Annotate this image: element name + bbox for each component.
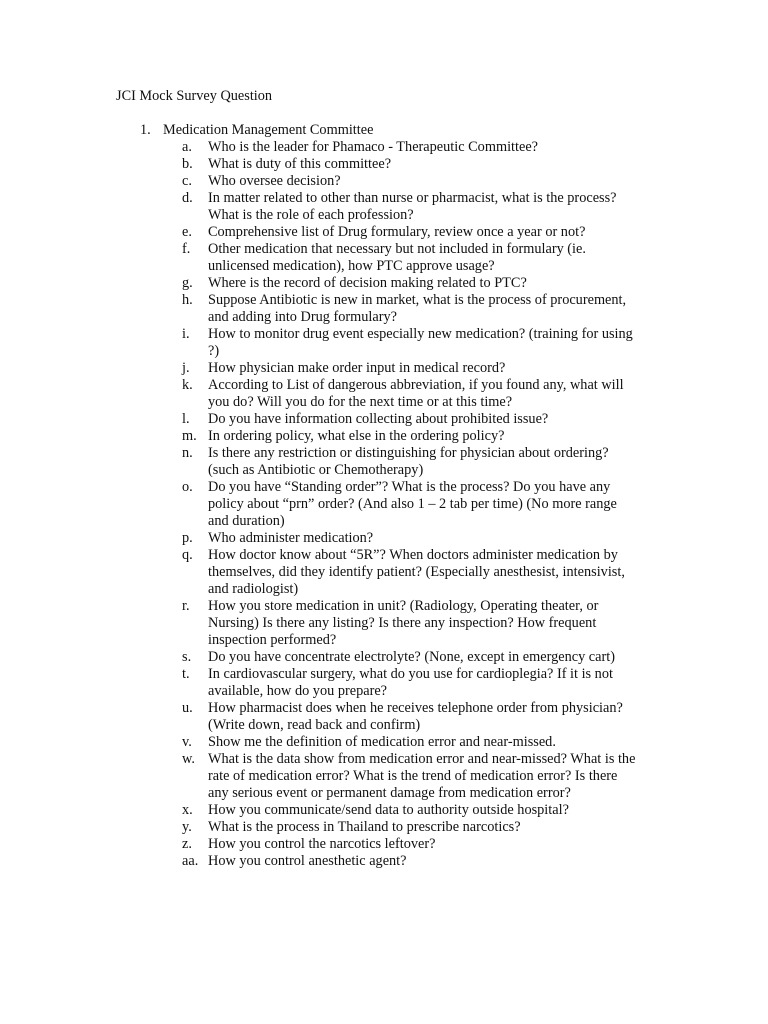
question-label: y.: [182, 819, 192, 835]
question-label-cell: [140, 819, 208, 836]
question-text: How to monitor drug event especially new medication? (training for using ?): [208, 326, 633, 359]
question-label: o.: [182, 479, 193, 495]
question-label: l.: [182, 411, 190, 427]
question-label-cell: [140, 836, 208, 853]
question-item: [140, 156, 660, 173]
question-text: Do you have concentrate electrolyte? (None, except in emergency cart): [208, 649, 615, 665]
question-label-cell: [140, 598, 208, 615]
question-label-cell: [140, 173, 208, 190]
question-label: a.: [182, 139, 192, 155]
question-item: [140, 853, 660, 870]
question-text: Who administer medication?: [208, 530, 374, 546]
question-label-cell: [140, 326, 208, 343]
question-item: [140, 479, 660, 530]
question-text: Where is the record of decision making related to PTC?: [208, 275, 527, 291]
question-label: s.: [182, 649, 192, 665]
question-label-cell: [140, 802, 208, 819]
question-label-cell: [140, 292, 208, 309]
question-label: z.: [182, 836, 192, 852]
question-label: g.: [182, 275, 193, 291]
question-item: [140, 428, 660, 445]
question-text: How you control the narcotics leftover?: [208, 836, 436, 852]
question-label-cell: [140, 479, 208, 496]
question-item: [140, 445, 660, 479]
question-item: [140, 666, 660, 700]
question-text: What is the data show from medication error and near-missed? What is the rate of medication error? What is the trend of medication error? Is there any serious event or permanent damage from medication error?: [208, 751, 636, 801]
question-text: How you communicate/send data to authority outside hospital?: [208, 802, 569, 818]
question-item: [140, 326, 660, 360]
question-item: [140, 360, 660, 377]
question-text: Comprehensive list of Drug formulary, review once a year or not?: [208, 224, 586, 240]
question-label: t.: [182, 666, 190, 682]
question-text: Show me the definition of medication error and near-missed.: [208, 734, 556, 750]
question-label-cell: [140, 360, 208, 377]
question-text: Who is the leader for Phamaco - Therapeutic Committee?: [208, 139, 539, 155]
question-item: [140, 241, 660, 275]
question-text: Suppose Antibiotic is new in market, what is the process of procurement, and adding into Drug formulary?: [208, 292, 627, 325]
question-label: d.: [182, 190, 193, 206]
question-label: k.: [182, 377, 193, 393]
question-label: f.: [182, 241, 191, 257]
question-label-cell: [140, 428, 208, 445]
question-item: [140, 292, 660, 326]
question-label: j.: [182, 360, 190, 376]
question-label: x.: [182, 802, 193, 818]
question-label-cell: [140, 853, 208, 870]
question-item: [140, 700, 660, 734]
question-text: How you store medication in unit? (Radiology, Operating theater, or Nursing) Is there any listing? Is there any inspection? How frequent inspection performed?: [208, 598, 599, 648]
question-label-cell: [140, 224, 208, 241]
question-text: How doctor know about “5R”? When doctors administer medication by themselves, did they identify patient? (Especially anesthesist, intensivist, and radiologist): [208, 547, 625, 597]
question-item: [140, 734, 660, 751]
document-title: JCI Mock Survey Question: [116, 88, 273, 104]
section-medication-management: [140, 122, 660, 870]
question-list: [140, 139, 660, 870]
question-label-cell: [140, 241, 208, 258]
question-label: p.: [182, 530, 193, 546]
question-item: [140, 819, 660, 836]
question-label: u.: [182, 700, 193, 716]
question-item: [140, 802, 660, 819]
question-item: [140, 224, 660, 241]
question-label: r.: [182, 598, 190, 614]
question-label-cell: [140, 190, 208, 207]
question-item: [140, 411, 660, 428]
question-text: How you control anesthetic agent?: [208, 853, 407, 869]
question-text: Other medication that necessary but not included in formulary (ie. unlicensed medication), how PTC approve usage?: [208, 241, 586, 274]
question-item: [140, 547, 660, 598]
question-label-cell: [140, 445, 208, 462]
question-label-cell: [140, 275, 208, 292]
question-label: v.: [182, 734, 192, 750]
question-text: In matter related to other than nurse or pharmacist, what is the process? What is the role of each profession?: [208, 190, 617, 223]
section-heading: [140, 122, 660, 139]
question-text: Who oversee decision?: [208, 173, 341, 189]
question-item: [140, 190, 660, 224]
question-text: Do you have “Standing order”? What is the process? Do you have any policy about “prn” order? (And also 1 – 2 tab per time) (No more range and duration): [208, 479, 617, 529]
question-label-cell: [140, 530, 208, 547]
question-label: i.: [182, 326, 190, 342]
question-label: q.: [182, 547, 193, 563]
question-label-cell: [140, 751, 208, 768]
question-label: e.: [182, 224, 192, 240]
question-label-cell: [140, 700, 208, 717]
question-item: [140, 377, 660, 411]
question-text: What is the process in Thailand to prescribe narcotics?: [208, 819, 521, 835]
question-label: b.: [182, 156, 193, 172]
question-item: [140, 173, 660, 190]
question-text: In ordering policy, what else in the ordering policy?: [208, 428, 505, 444]
question-label: w.: [182, 751, 195, 767]
question-label-cell: [140, 666, 208, 683]
question-text: What is duty of this committee?: [208, 156, 392, 172]
question-label-cell: [140, 649, 208, 666]
question-label-cell: [140, 139, 208, 156]
question-item: [140, 649, 660, 666]
section-number: 1.: [140, 122, 151, 138]
question-item: [140, 751, 660, 802]
question-label-cell: [140, 734, 208, 751]
question-label: n.: [182, 445, 193, 461]
question-item: [140, 836, 660, 853]
question-text: Is there any restriction or distinguishing for physician about ordering? (such as Antibiotic or Chemotherapy): [208, 445, 609, 478]
question-label: aa.: [182, 853, 199, 869]
question-label: c.: [182, 173, 192, 189]
question-label-cell: [140, 411, 208, 428]
question-item: [140, 530, 660, 547]
question-text: Do you have information collecting about prohibited issue?: [208, 411, 549, 427]
question-item: [140, 139, 660, 156]
question-text: How pharmacist does when he receives telephone order from physician? (Write down, read back and confirm): [208, 700, 623, 733]
question-text: According to List of dangerous abbreviation, if you found any, what will you do? Will you do for the next time or at this time?: [208, 377, 624, 410]
question-text: How physician make order input in medical record?: [208, 360, 506, 376]
question-label: m.: [182, 428, 197, 444]
question-label-cell: [140, 156, 208, 173]
question-text: In cardiovascular surgery, what do you use for cardioplegia? If it is not available, how do you prepare?: [208, 666, 613, 699]
section-heading-text: Medication Management Committee: [163, 122, 374, 138]
question-label: h.: [182, 292, 193, 308]
question-label-cell: [140, 547, 208, 564]
question-item: [140, 275, 660, 292]
question-label-cell: [140, 377, 208, 394]
question-item: [140, 598, 660, 649]
